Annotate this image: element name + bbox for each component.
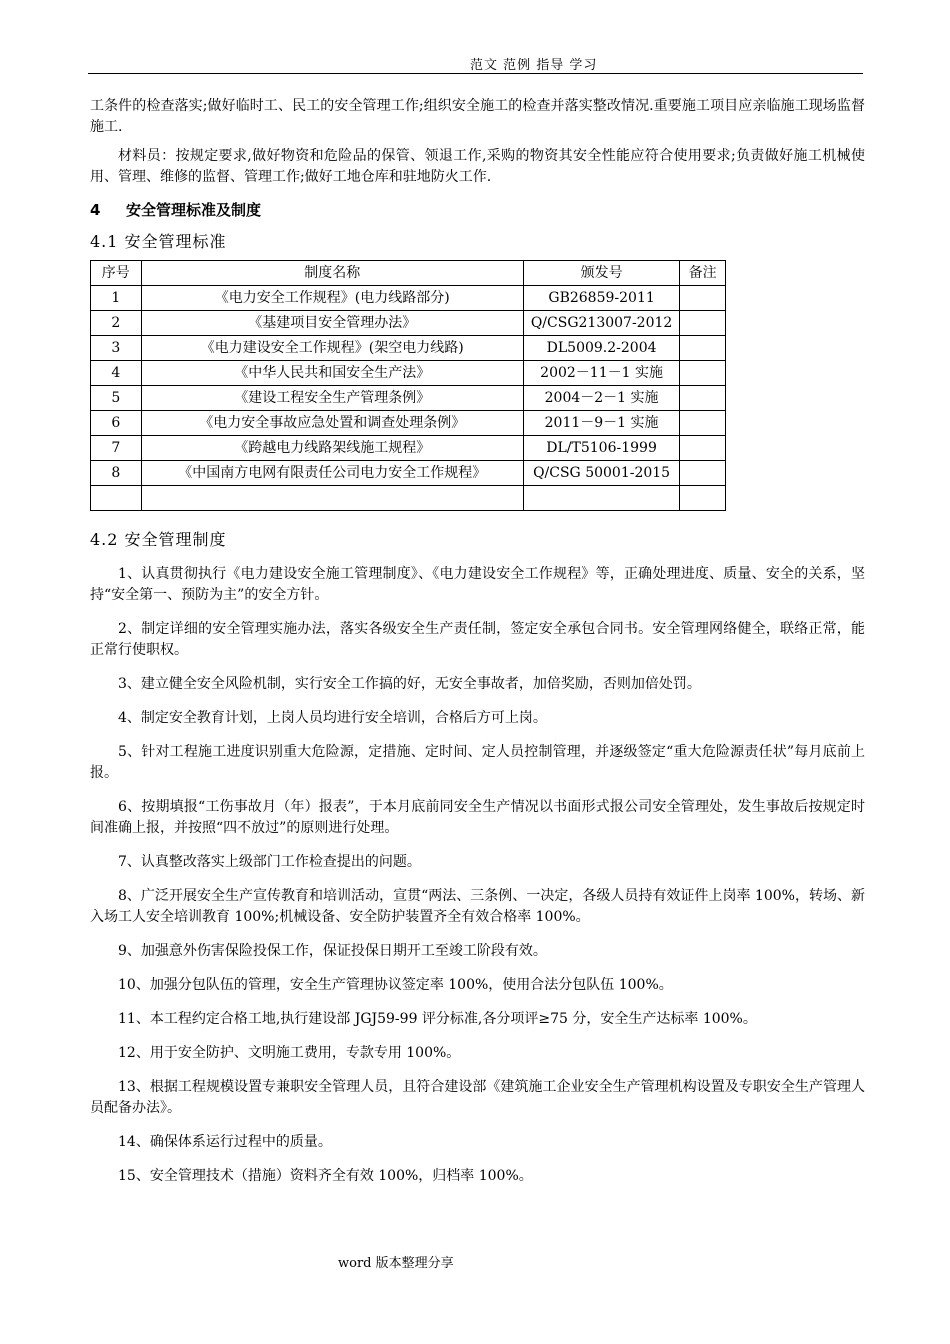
table-row (91, 486, 726, 511)
section-4-title: 安全管理标准及制度 (126, 201, 262, 219)
rule-item-7: 7、认真整改落实上级部门工作检查提出的问题。 (118, 854, 421, 870)
page-header: 范文 范例 指导 学习 (470, 58, 598, 73)
section-4-heading (90, 200, 865, 221)
table-cell: Q/CSG213007-2012 (523, 311, 679, 336)
rule-item-8: 8、广泛开展安全生产宣传教育和培训活动，宣贯“两法、三条例、一决定，各级人员持有效证件上岗率 100%，转场、新入场工人安全培训教育 100%;机械设备、安全防护装置齐全有效合格率 100%。 (90, 888, 865, 925)
rule-item-3: 3、建立健全安全风险机制，实行安全工作搞的好，无安全事故者，加倍奖励，否则加倍处罚。 (118, 676, 701, 692)
rule-item-5: 5、针对工程施工进度识别重大危险源，定措施、定时间、定人员控制管理，并逐级签定“重大危险源责任状”每月底前上报。 (90, 744, 865, 781)
standards-table (90, 260, 726, 511)
table-cell (680, 336, 726, 361)
header-divider (88, 73, 863, 74)
table-row (91, 461, 726, 486)
document-body (90, 96, 865, 1200)
table-cell: 《中华人民共和国安全生产法》 (141, 361, 523, 386)
table-cell: 《中国南方电网有限责任公司电力安全工作规程》 (141, 461, 523, 486)
rule-item-1: 1、认真贯彻执行《电力建设安全施工管理制度》、《电力建设安全工作规程》等，正确处理进度、质量、安全的关系，坚持“安全第一、预防为主”的安全方针。 (90, 566, 865, 603)
section-4-number: 4 (90, 201, 101, 219)
table-cell: 《电力安全工作规程》(电力线路部分) (141, 286, 523, 311)
table-row (91, 361, 726, 386)
table-cell (680, 361, 726, 386)
table-cell: 《跨越电力线路架线施工规程》 (141, 436, 523, 461)
rule-item-2: 2、制定详细的安全管理实施办法，落实各级安全生产责任制，签定安全承包合同书。安全管理网络健全，联络正常，能正常行使职权。 (90, 621, 865, 658)
table-cell: 2 (91, 311, 142, 336)
table-cell: 2011－9－1 实施 (523, 411, 679, 436)
table-cell (91, 486, 142, 511)
rule-item-10: 10、加强分包队伍的管理，安全生产管理协议签定率 100%，使用合法分包队伍 100%。 (118, 977, 673, 993)
table-cell (680, 486, 726, 511)
table-row (91, 386, 726, 411)
intro-paragraph-1: 工条件的检查落实;做好临时工、民工的安全管理工作;组织安全施工的检查并落实整改情况.重要施工项目应亲临施工现场监督施工. (90, 98, 865, 135)
page-footer: word 版本整理分享 (338, 1256, 454, 1271)
table-cell (141, 486, 523, 511)
table-cell: 6 (91, 411, 142, 436)
table-cell: 8 (91, 461, 142, 486)
table-row (91, 336, 726, 361)
table-cell (523, 486, 679, 511)
table-cell: 1 (91, 286, 142, 311)
table-cell: 5 (91, 386, 142, 411)
table-cell: 3 (91, 336, 142, 361)
section-4-1-heading: 4.1 安全管理标准 (90, 232, 227, 251)
rule-item-6: 6、按期填报“工伤事故月（年）报表”，于本月底前同安全生产情况以书面形式报公司安全管理处，发生事故后按规定时间准确上报，并按照“四不放过”的原则进行处理。 (90, 799, 865, 836)
table-cell: DL5009.2-2004 (523, 336, 679, 361)
section-4-2-heading: 4.2 安全管理制度 (90, 530, 227, 549)
table-header-row (91, 261, 726, 286)
table-cell (680, 436, 726, 461)
table-row (91, 311, 726, 336)
rule-item-12: 12、用于安全防护、文明施工费用，专款专用 100%。 (118, 1045, 461, 1061)
rule-item-14: 14、确保体系运行过程中的质量。 (118, 1134, 332, 1150)
table-header-cell: 制度名称 (141, 261, 523, 286)
table-cell: 《基建项目安全管理办法》 (141, 311, 523, 336)
table-cell: DL/T5106-1999 (523, 436, 679, 461)
table-header-cell: 颁发号 (523, 261, 679, 286)
rule-item-4: 4、制定安全教育计划，上岗人员均进行安全培训，合格后方可上岗。 (118, 710, 547, 726)
table-cell (680, 286, 726, 311)
table-cell: 7 (91, 436, 142, 461)
rule-item-11: 11、本工程约定合格工地,执行建设部 JGJ59-99 评分标准,各分项评≥75 分，安全生产达标率 100%。 (118, 1011, 757, 1027)
table-cell: Q/CSG 50001-2015 (523, 461, 679, 486)
table-header-cell: 备注 (680, 261, 726, 286)
table-cell (680, 411, 726, 436)
rule-item-13: 13、根据工程规模设置专兼职安全管理人员，且符合建设部《建筑施工企业安全生产管理机构设置及专职安全生产管理人员配备办法》。 (90, 1079, 865, 1116)
table-header-cell: 序号 (91, 261, 142, 286)
table-cell: 《电力安全事故应急处置和调查处理条例》 (141, 411, 523, 436)
table-row (91, 411, 726, 436)
rule-item-9: 9、加强意外伤害保险投保工作，保证投保日期开工至竣工阶段有效。 (118, 943, 547, 959)
table-cell (680, 386, 726, 411)
intro-paragraph-2: 材料员：按规定要求,做好物资和危险品的保管、领退工作,采购的物资其安全性能应符合使用要求;负责做好施工机械使用、管理、维修的监督、管理工作;做好工地仓库和驻地防火工作. (90, 148, 865, 185)
table-cell: 《建设工程安全生产管理条例》 (141, 386, 523, 411)
table-cell (680, 311, 726, 336)
table-row (91, 436, 726, 461)
table-cell: 4 (91, 361, 142, 386)
table-cell (680, 461, 726, 486)
table-cell: GB26859-2011 (523, 286, 679, 311)
rule-item-15: 15、安全管理技术（措施）资料齐全有效 100%，归档率 100%。 (118, 1168, 533, 1184)
table-row (91, 286, 726, 311)
table-cell: 2004－2－1 实施 (523, 386, 679, 411)
table-cell: 2002－11－1 实施 (523, 361, 679, 386)
table-cell: 《电力建设安全工作规程》(架空电力线路) (141, 336, 523, 361)
